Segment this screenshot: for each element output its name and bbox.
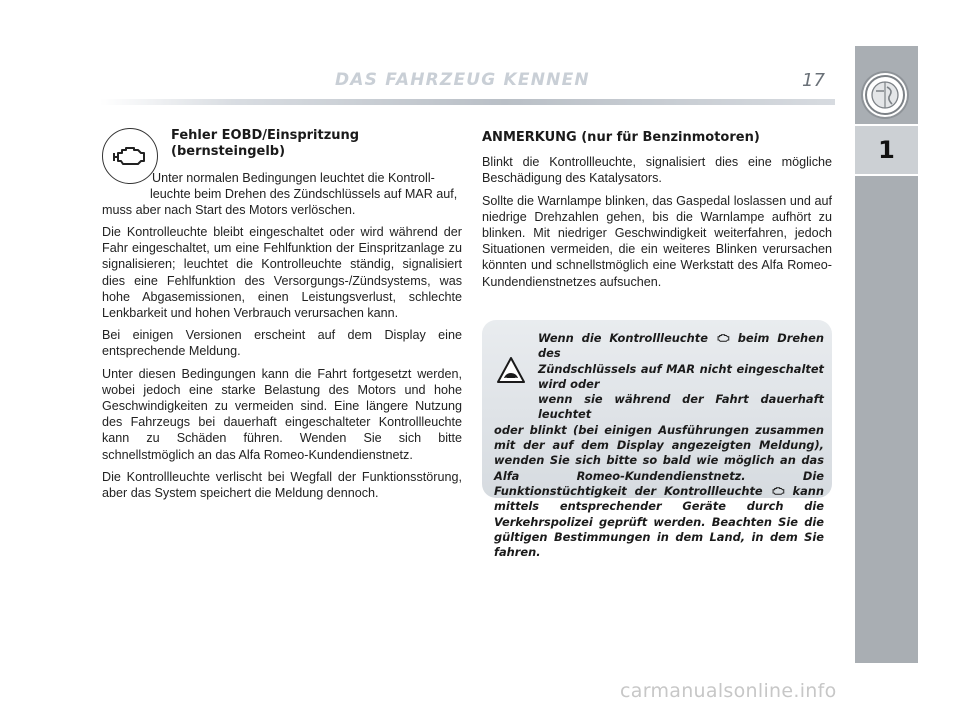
note-heading: ANMERKUNG (nur für Benzinmotoren)	[482, 130, 760, 145]
engine-warning-icon	[771, 486, 785, 496]
body-paragraph: Bei einigen Versionen erscheint auf dem Display eine entsprechende Meldung.	[102, 328, 462, 359]
engine-warning-icon	[716, 333, 730, 343]
body-paragraph: Unter diesen Bedingungen kann die Fahrt fortgesetzt werden, wobei jedoch eine starke Belastung des Motors und hohe Geschwindigkeiten zu vermeiden sind. Eine längere Nutzung des Fahrzeugs bei dauerhaft eingeschalteter Kontrollleuchte kann zu Schäden führen. Wenden Sie sich bitte schnellstmöglich an das Alfa Romeo-Kundendienstnetz.	[102, 366, 462, 462]
heading-line: Fehler EOBD/Einspritzung	[171, 128, 360, 143]
right-column-body	[482, 130, 832, 296]
intro-line: leuchte beim Drehen des Zündschlüssels auf MAR auf,	[150, 187, 458, 202]
chapter-tab[interactable]: 1	[855, 124, 918, 176]
warning-body: kann mittels entsprechender Geräte durch die Verkehrspolizei geprüft werden. Beachten Sie die gültigen Bestimmungen in dem Land, in dem Sie fahren.	[494, 483, 825, 560]
page-number: 17	[802, 70, 825, 91]
warning-line: Zündschlüssels auf MAR nicht eingeschaltet wird oder	[538, 361, 824, 391]
intro-line: Unter normalen Bedingungen leuchtet die Kontroll-	[152, 171, 435, 185]
warning-lead: beim Drehen des	[538, 331, 824, 361]
alfa-romeo-logo-icon	[863, 73, 907, 117]
body-paragraph: Die Kontrollleuchte verlischt bei Wegfall der Funktionsstörung, aber das System speichert die Meldung dennoch.	[102, 469, 462, 501]
left-column-body	[102, 224, 462, 507]
heading-line: (bernsteingelb)	[171, 144, 286, 159]
page-header-title: DAS FAHRZEUG KENNEN	[335, 70, 590, 90]
body-paragraph: Die Kontrolleuchte bleibt eingeschaltet oder wird während der Fahr eingeschaltet, um eine Fehlfunktion der Einspritzanlage zu signalisieren; leuchtet die Kontrolleuchte ständig, signalisiert dies eine Fehlfunktion des Versorgungs-/Zündsystems, was hohe Abgasemissionen, einen Leistungsverlust, schlechte Lenkbarkeit und hohen Verbrauch verursachen kann.	[102, 225, 462, 321]
watermark: carmanualsonline.info	[620, 680, 837, 702]
intro-paragraph	[102, 170, 462, 219]
intro-line: muss aber nach Start des Motors verlöschen.	[102, 203, 356, 218]
section-heading	[171, 128, 431, 160]
body-paragraph: Sollte die Warnlampe blinken, das Gaspedal loslassen und auf niedrige Drehzahlen gehen, bis die Warnlampe aufhört zu blinken. Mit niedriger Geschwindigkeit weiterfahren, jedoch Situationen vermeiden, die ein weiteres Blinken verursachen könnten und schnellstmöglich eine Werkstatt des Alfa Romeo-Kundendienstnetzes aufsuchen.	[482, 193, 832, 289]
header-rule	[100, 99, 835, 105]
warning-lead: Wenn die Kontrollleuchte	[538, 331, 708, 345]
warning-line: wenn sie während der Fahrt dauerhaft leuchtet	[538, 392, 824, 422]
warning-text	[494, 331, 824, 560]
body-paragraph: Blinkt die Kontrollleuchte, signalisiert dies eine mögliche Beschädigung des Katalysators.	[482, 155, 832, 186]
warning-body: oder blinkt (bei einigen Ausführungen zusammen mit der auf dem Display angezeigten Meldung), wenden Sie sich bitte so bald wie möglich an das Alfa Romeo-Kundendienstnetz. Die Funktionstüchtigkeit der Kontrollleuchte	[494, 422, 824, 498]
